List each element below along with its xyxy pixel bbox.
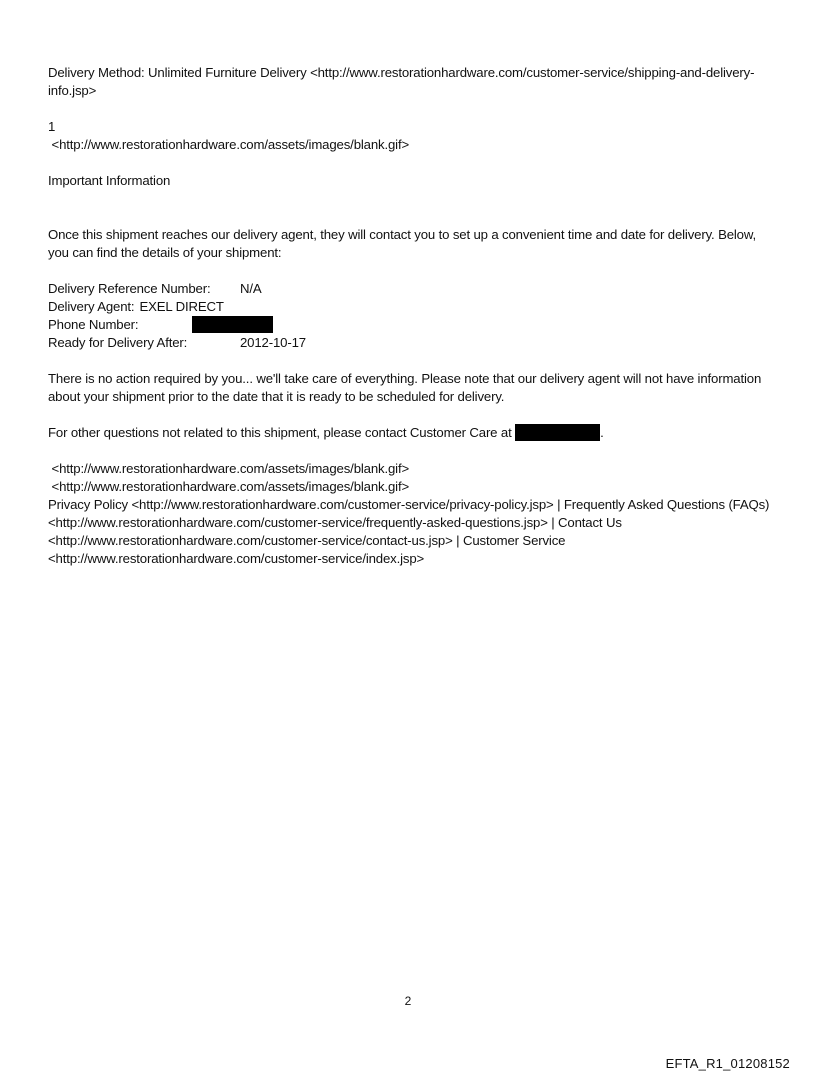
intro-paragraph: Once this shipment reaches our delivery agent, they will contact you to set up a convenient time and date for delivery. Below, you can find the details of your shipment: (48, 227, 757, 260)
important-heading: Important Information (48, 173, 171, 188)
other-questions-suffix: . (600, 425, 604, 440)
delivery-reference-value: N/A (240, 281, 262, 296)
ready-for-delivery-row (48, 334, 776, 352)
ready-for-delivery-value: 2012-10-17 (240, 335, 306, 350)
blank-gif-link: <http://www.restorationhardware.com/assets/images/blank.gif> (48, 137, 410, 152)
footer-links: Privacy Policy <http://www.restorationhardware.com/customer-service/privacy-policy.jsp> | Frequently Asked Questions (FAQs) <http://www.restorationhardware.com/customer-service/frequently-asked-questions.jsp> | Contact Us <http://www.restorationhardware.com/customer-service/contact-us.jsp> | Customer Service <http://www.restorationhardware.com/customer-service/index.jsp> (48, 497, 770, 566)
delivery-agent-value: EXEL DIRECT (139, 299, 224, 314)
delivery-agent-row (48, 298, 776, 316)
phone-redaction (192, 316, 273, 333)
blank-gif-link: <http://www.restorationhardware.com/assets/images/blank.gif> (48, 479, 410, 494)
other-questions-line (48, 424, 776, 442)
other-questions-text: For other questions not related to this shipment, please contact Customer Care at (48, 425, 516, 440)
delivery-reference-label: Delivery Reference Number: (48, 281, 211, 296)
page-number: 2 (404, 994, 412, 1008)
email-body (48, 64, 776, 568)
no-action-paragraph: There is no action required by you... we'll take care of everything. Please note that our delivery agent will not have information about your shipment prior to the date that it is ready to be scheduled for delivery. (48, 371, 762, 404)
quantity: 1 (48, 119, 56, 134)
document-id: EFTA_R1_01208152 (665, 1056, 790, 1071)
phone-number-label: Phone Number: (48, 317, 139, 332)
delivery-reference-row (48, 280, 776, 298)
blank-gif-link: <http://www.restorationhardware.com/assets/images/blank.gif> (48, 461, 410, 476)
delivery-method-line: Delivery Method: Unlimited Furniture Delivery <http://www.restorationhardware.com/customer-service/shipping-and-delivery-info.jsp> (48, 65, 755, 98)
ready-for-delivery-label: Ready for Delivery After: (48, 335, 188, 350)
phone-number-row (48, 316, 776, 334)
customer-care-redaction (515, 424, 600, 441)
delivery-agent-label: Delivery Agent: (48, 299, 135, 314)
